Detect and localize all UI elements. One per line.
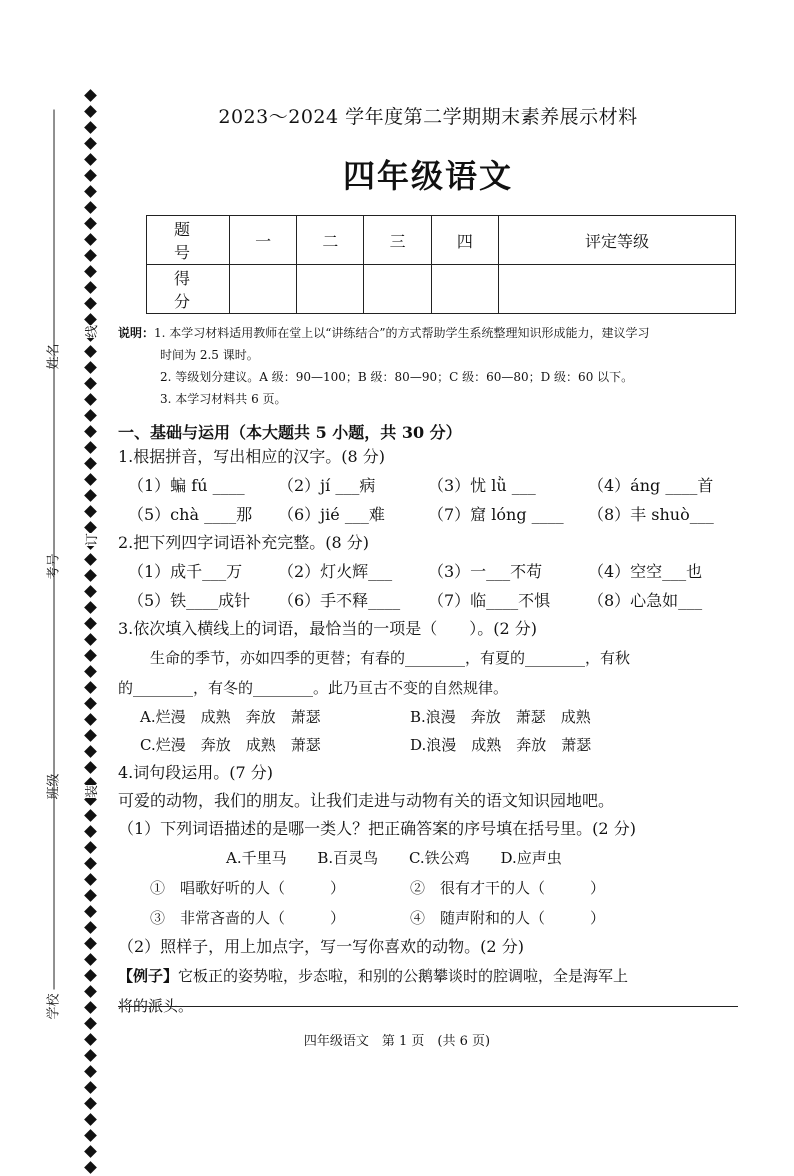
q3-title: 3.依次填入横线上的词语，最恰当的一项是（ ）。(2 分) (118, 619, 538, 638)
instruction-1: 1. 本学习材料适用教师在堂上以“讲练结合”的方式帮助学生系统整理知识形成能力，建议学习 (154, 326, 650, 340)
score-head-1: 一 (230, 216, 297, 265)
q1-item[interactable]: （5）chà ____那 (128, 505, 253, 524)
q2-item[interactable]: （3）一___不苟 (428, 562, 543, 581)
q1-item[interactable]: （1）蝙 fú ____ (128, 476, 245, 495)
score-cell-2[interactable] (297, 265, 364, 314)
score-head-label: 题 号 (147, 216, 230, 265)
instruction-2: 2. 等级划分建议。A 级：90—100；B 级：80—90；C 级：60—80；D 级：60 以下。 (160, 370, 634, 384)
q2-item[interactable]: （5）铁____成针 (128, 591, 251, 610)
q3-option-a[interactable]: A.烂漫 成熟 奔放 萧瑟 (140, 708, 321, 726)
q4-choice: A.千里马 (226, 849, 287, 867)
score-head-grade: 评定等级 (498, 216, 735, 265)
school-label: 学校 (46, 993, 62, 1020)
school-field[interactable] (43, 759, 62, 1019)
q3-option-d[interactable]: D.浪漫 成熟 奔放 萧瑟 (410, 736, 592, 754)
score-head-4: 四 (431, 216, 498, 265)
q1-items (118, 471, 738, 529)
example-text-cont: 将的派头。 (118, 997, 194, 1015)
score-row-label: 得 分 (147, 265, 230, 314)
q3-option-b[interactable]: B.浪漫 奔放 萧瑟 成熟 (410, 708, 591, 726)
q1-title: 1.根据拼音，写出相应的汉字。(8 分) (118, 447, 386, 466)
q3-passage-1: 生命的季节，亦如四季的更替；有春的________，有夏的________，有秋 (150, 649, 631, 667)
q2-item[interactable]: （4）空空___也 (588, 562, 703, 581)
score-cell-1[interactable] (230, 265, 297, 314)
binding-word-line: 线 (79, 325, 102, 338)
q1-item[interactable]: （4）áng ____首 (588, 476, 714, 495)
binding-word-ding: 订 (79, 533, 102, 546)
q4-choice: C.铁公鸡 (408, 849, 470, 867)
q1-item[interactable]: （3）忧 lǜ ___ (428, 476, 536, 495)
example-tag: 【例子】 (118, 967, 179, 985)
instruction-1-cont: 时间为 2.5 课时。 (160, 348, 259, 362)
q2-item[interactable]: （7）临____不惧 (428, 591, 551, 610)
q2-item[interactable]: （1）成千___万 (128, 562, 243, 581)
q4-match-item[interactable]: ③ 非常吝啬的人（ ） (150, 909, 346, 927)
q4-example (118, 961, 738, 991)
q4-intro: 可爱的动物，我们的朋友。让我们走进与动物有关的语文知识园地吧。 (118, 791, 615, 810)
binding-word-zhuang: 装 (79, 785, 102, 798)
q4-match-item[interactable]: ① 唱歌好听的人（ ） (150, 879, 346, 897)
q4-match-item[interactable]: ④ 随声附和的人（ ） (410, 909, 606, 927)
q4-match (118, 873, 738, 933)
q4-choice: D.应声虫 (500, 849, 562, 867)
instructions-head: 说明： (118, 326, 155, 340)
score-cell-4[interactable] (431, 265, 498, 314)
class-label: 班级 (46, 773, 62, 800)
q1-item[interactable]: （7）窟 lóng ____ (428, 505, 564, 524)
score-cell-grade[interactable] (498, 265, 735, 314)
q4-match-item[interactable]: ② 很有才干的人（ ） (410, 879, 606, 897)
page-footer: 四年级语文 第 1 页 (共 6 页) (303, 1034, 491, 1049)
q1-item[interactable]: （8）丰 shuò___ (588, 505, 714, 524)
exam-header: 2023～2024 学年度第二学期期末素养展示材料 (218, 106, 638, 128)
q4-title: 4.词句段运用。(7 分) (118, 763, 274, 782)
q2-item[interactable]: （6）手不释____ (278, 591, 401, 610)
q3-option-c[interactable]: C.烂漫 奔放 成熟 萧瑟 (140, 736, 321, 754)
q4-sub1: （1）下列词语描述的是哪一类人？把正确答案的序号填在括号里。(2 分) (118, 819, 636, 838)
q2-items (118, 557, 738, 615)
q1-item[interactable]: （2）jí ___病 (278, 476, 376, 495)
instructions (118, 322, 738, 410)
section-1-title: 一、基础与运用（本大题共 5 小题，共 30 分） (118, 423, 462, 442)
exam-title: 四年级语文 (342, 157, 513, 195)
q3-passage-2: 的________，有冬的________。此乃亘古不变的自然规律。 (118, 679, 509, 697)
binding-diamonds (86, 88, 95, 1176)
exam-no-label: 考号 (46, 553, 62, 580)
q4-choice: B.百灵鸟 (317, 849, 379, 867)
q1-item[interactable]: （6）jié ___难 (278, 505, 385, 524)
score-head-2: 二 (297, 216, 364, 265)
q2-item[interactable]: （8）心急如___ (588, 591, 703, 610)
q4-sub2: （2）照样子，用上加点字，写一写你喜欢的动物。(2 分) (118, 937, 524, 956)
q3-options (118, 703, 738, 759)
exam-page (118, 102, 738, 1021)
example-text: 它板正的姿势啦，步态啦，和别的公鹅攀谈时的腔调啦，全是海军上 (178, 967, 629, 985)
score-cell-3[interactable] (364, 265, 431, 314)
q2-title: 2.把下列四字词语补充完整。(8 分) (118, 533, 370, 552)
q4-choices (118, 843, 738, 873)
instruction-3: 3. 本学习材料共 6 页。 (160, 392, 287, 406)
q2-item[interactable]: （2）灯火辉___ (278, 562, 393, 581)
score-table (146, 215, 736, 314)
score-head-3: 三 (364, 216, 431, 265)
footer-divider (118, 1006, 738, 1007)
name-label: 姓名 (46, 343, 62, 370)
